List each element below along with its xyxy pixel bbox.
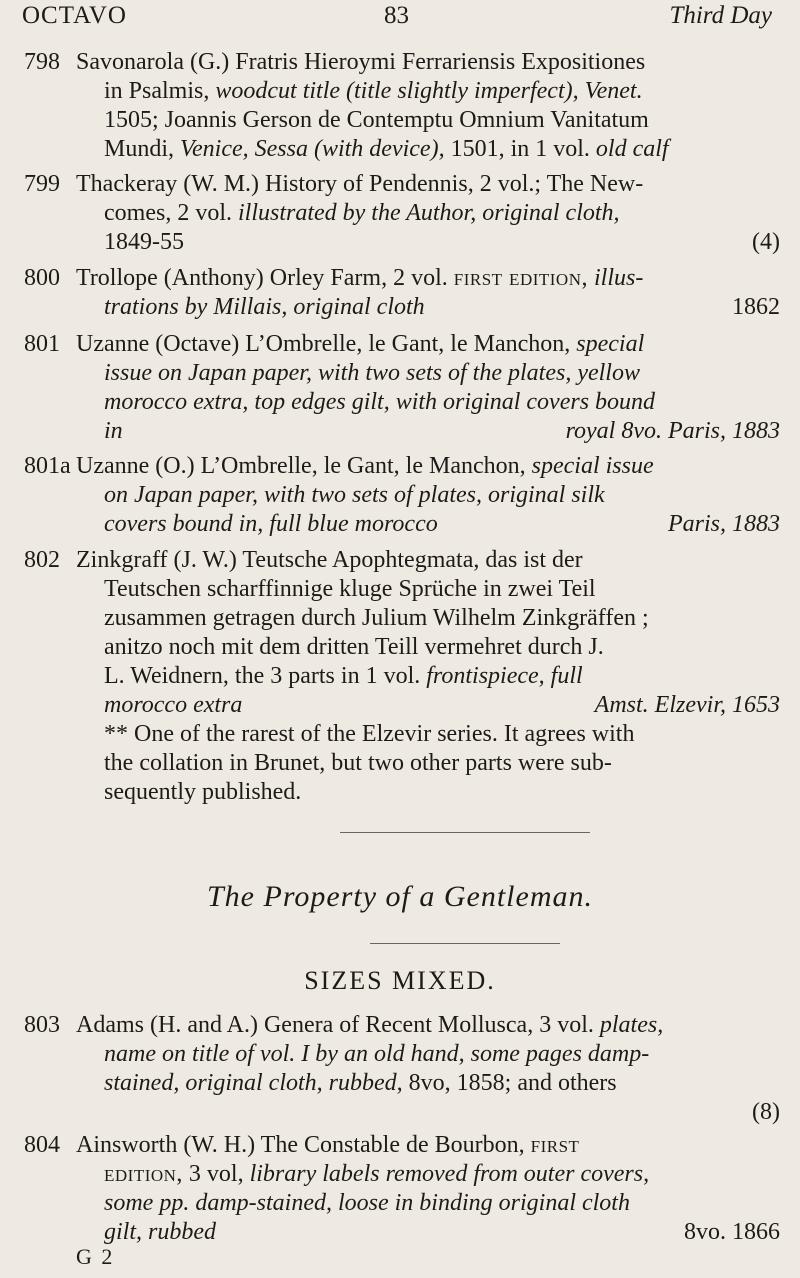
lot-description (76, 264, 780, 322)
signature-mark: G 2 (76, 1244, 115, 1269)
lot-line: zusammen getragen durch Julium Wilhelm Zinkgräffen ; (104, 605, 649, 631)
lot-line: edition, 3 vol, library labels removed from outer covers, (104, 1161, 650, 1187)
lot-line: covers bound in, full blue morocco Paris, 1883 (104, 511, 780, 537)
lot-line: Uzanne (Octave) L’Ombrelle, le Gant, le Manchon, special (76, 331, 645, 357)
lot-description (76, 452, 780, 539)
header-format: OCTAVO (22, 2, 127, 29)
lot-number: 801a (24, 453, 71, 479)
header-day: Third Day (669, 2, 772, 29)
lot-number: 802 (24, 547, 60, 573)
lot-line: Thackeray (W. M.) History of Pendennis, 2 vol.; The New- (76, 171, 644, 197)
lot-line: in royal 8vo. Paris, 1883 (104, 418, 780, 444)
lot-number: 803 (24, 1012, 60, 1038)
lot-line: stained, original cloth, rubbed, 8vo, 1858; and others (104, 1070, 617, 1096)
lot-line: Teutschen scharffinnige kluge Sprüche in zwei Teil (104, 576, 596, 602)
lot-note: the collation in Brunet, but two other parts were sub- (104, 750, 612, 776)
lot-line: Adams (H. and A.) Genera of Recent Mollusca, 3 vol. plates, (76, 1012, 664, 1038)
lot-line: on Japan paper, with two sets of plates, original silk (104, 482, 605, 508)
lot-note: sequently published. (104, 779, 302, 805)
lot-line: in Psalmis, woodcut title (title slightly imperfect), Venet. (104, 78, 643, 104)
lot-number: 801 (24, 331, 60, 357)
section-subtitle: SIZES MIXED. (304, 966, 496, 995)
lot-line: Zinkgraff (J. W.) Teutsche Apophtegmata, das ist der (76, 547, 583, 573)
lot-number: 804 (24, 1132, 60, 1158)
lot-description (76, 1131, 780, 1247)
lot-line: Mundi, Venice, Sessa (with device), 1501, in 1 vol. old calf (104, 136, 669, 162)
lot-line: some pp. damp-stained, loose in binding original cloth (104, 1190, 630, 1216)
section-divider (370, 943, 560, 944)
lot-line: trations by Millais, original cloth 1862 (104, 294, 780, 320)
page-number: 83 (384, 2, 409, 29)
lot-line: gilt, rubbed 8vo. 1866 (104, 1219, 780, 1245)
section-title: The Property of a Gentleman. (207, 880, 593, 913)
lot-description (76, 48, 780, 164)
running-header (0, 0, 800, 40)
lot-line: (8) (752, 1099, 780, 1125)
lot-description (76, 546, 780, 807)
lot-line: Ainsworth (W. H.) The Constable de Bourbon, first (76, 1132, 580, 1158)
section-divider (340, 832, 590, 833)
lot-line: issue on Japan paper, with two sets of the plates, yellow (104, 360, 640, 386)
lot-line: 1505; Joannis Gerson de Contemptu Omnium Vanitatum (104, 107, 649, 133)
lot-description (76, 1011, 780, 1127)
lot-description (76, 170, 780, 257)
lot-line: anitzo noch mit dem dritten Teill vermehret durch J. (104, 634, 604, 660)
lot-line: Savonarola (G.) Fratris Hieroymi Ferrariensis Expositiones (76, 49, 646, 75)
lot-line: L. Weidnern, the 3 parts in 1 vol. frontispiece, full (104, 663, 583, 689)
lot-number: 799 (24, 171, 60, 197)
lot-line: morocco extra Amst. Elzevir, 1653 (104, 692, 780, 718)
lot-line: name on title of vol. I by an old hand, some pages damp- (104, 1041, 650, 1067)
lot-line: comes, 2 vol. illustrated by the Author, original cloth, (104, 200, 620, 226)
lot-line: 1849-55 (4) (104, 229, 780, 255)
lot-line: morocco extra, top edges gilt, with original covers bound (104, 389, 656, 415)
lot-note: ** One of the rarest of the Elzevir series. It agrees with (104, 721, 635, 747)
lot-line: Uzanne (O.) L’Ombrelle, le Gant, le Manchon, special issue (76, 453, 654, 479)
lot-description (76, 330, 780, 446)
lot-line: Trollope (Anthony) Orley Farm, 2 vol. first edition, illus- (76, 265, 644, 291)
lot-number: 798 (24, 49, 60, 75)
lot-number: 800 (24, 265, 60, 291)
